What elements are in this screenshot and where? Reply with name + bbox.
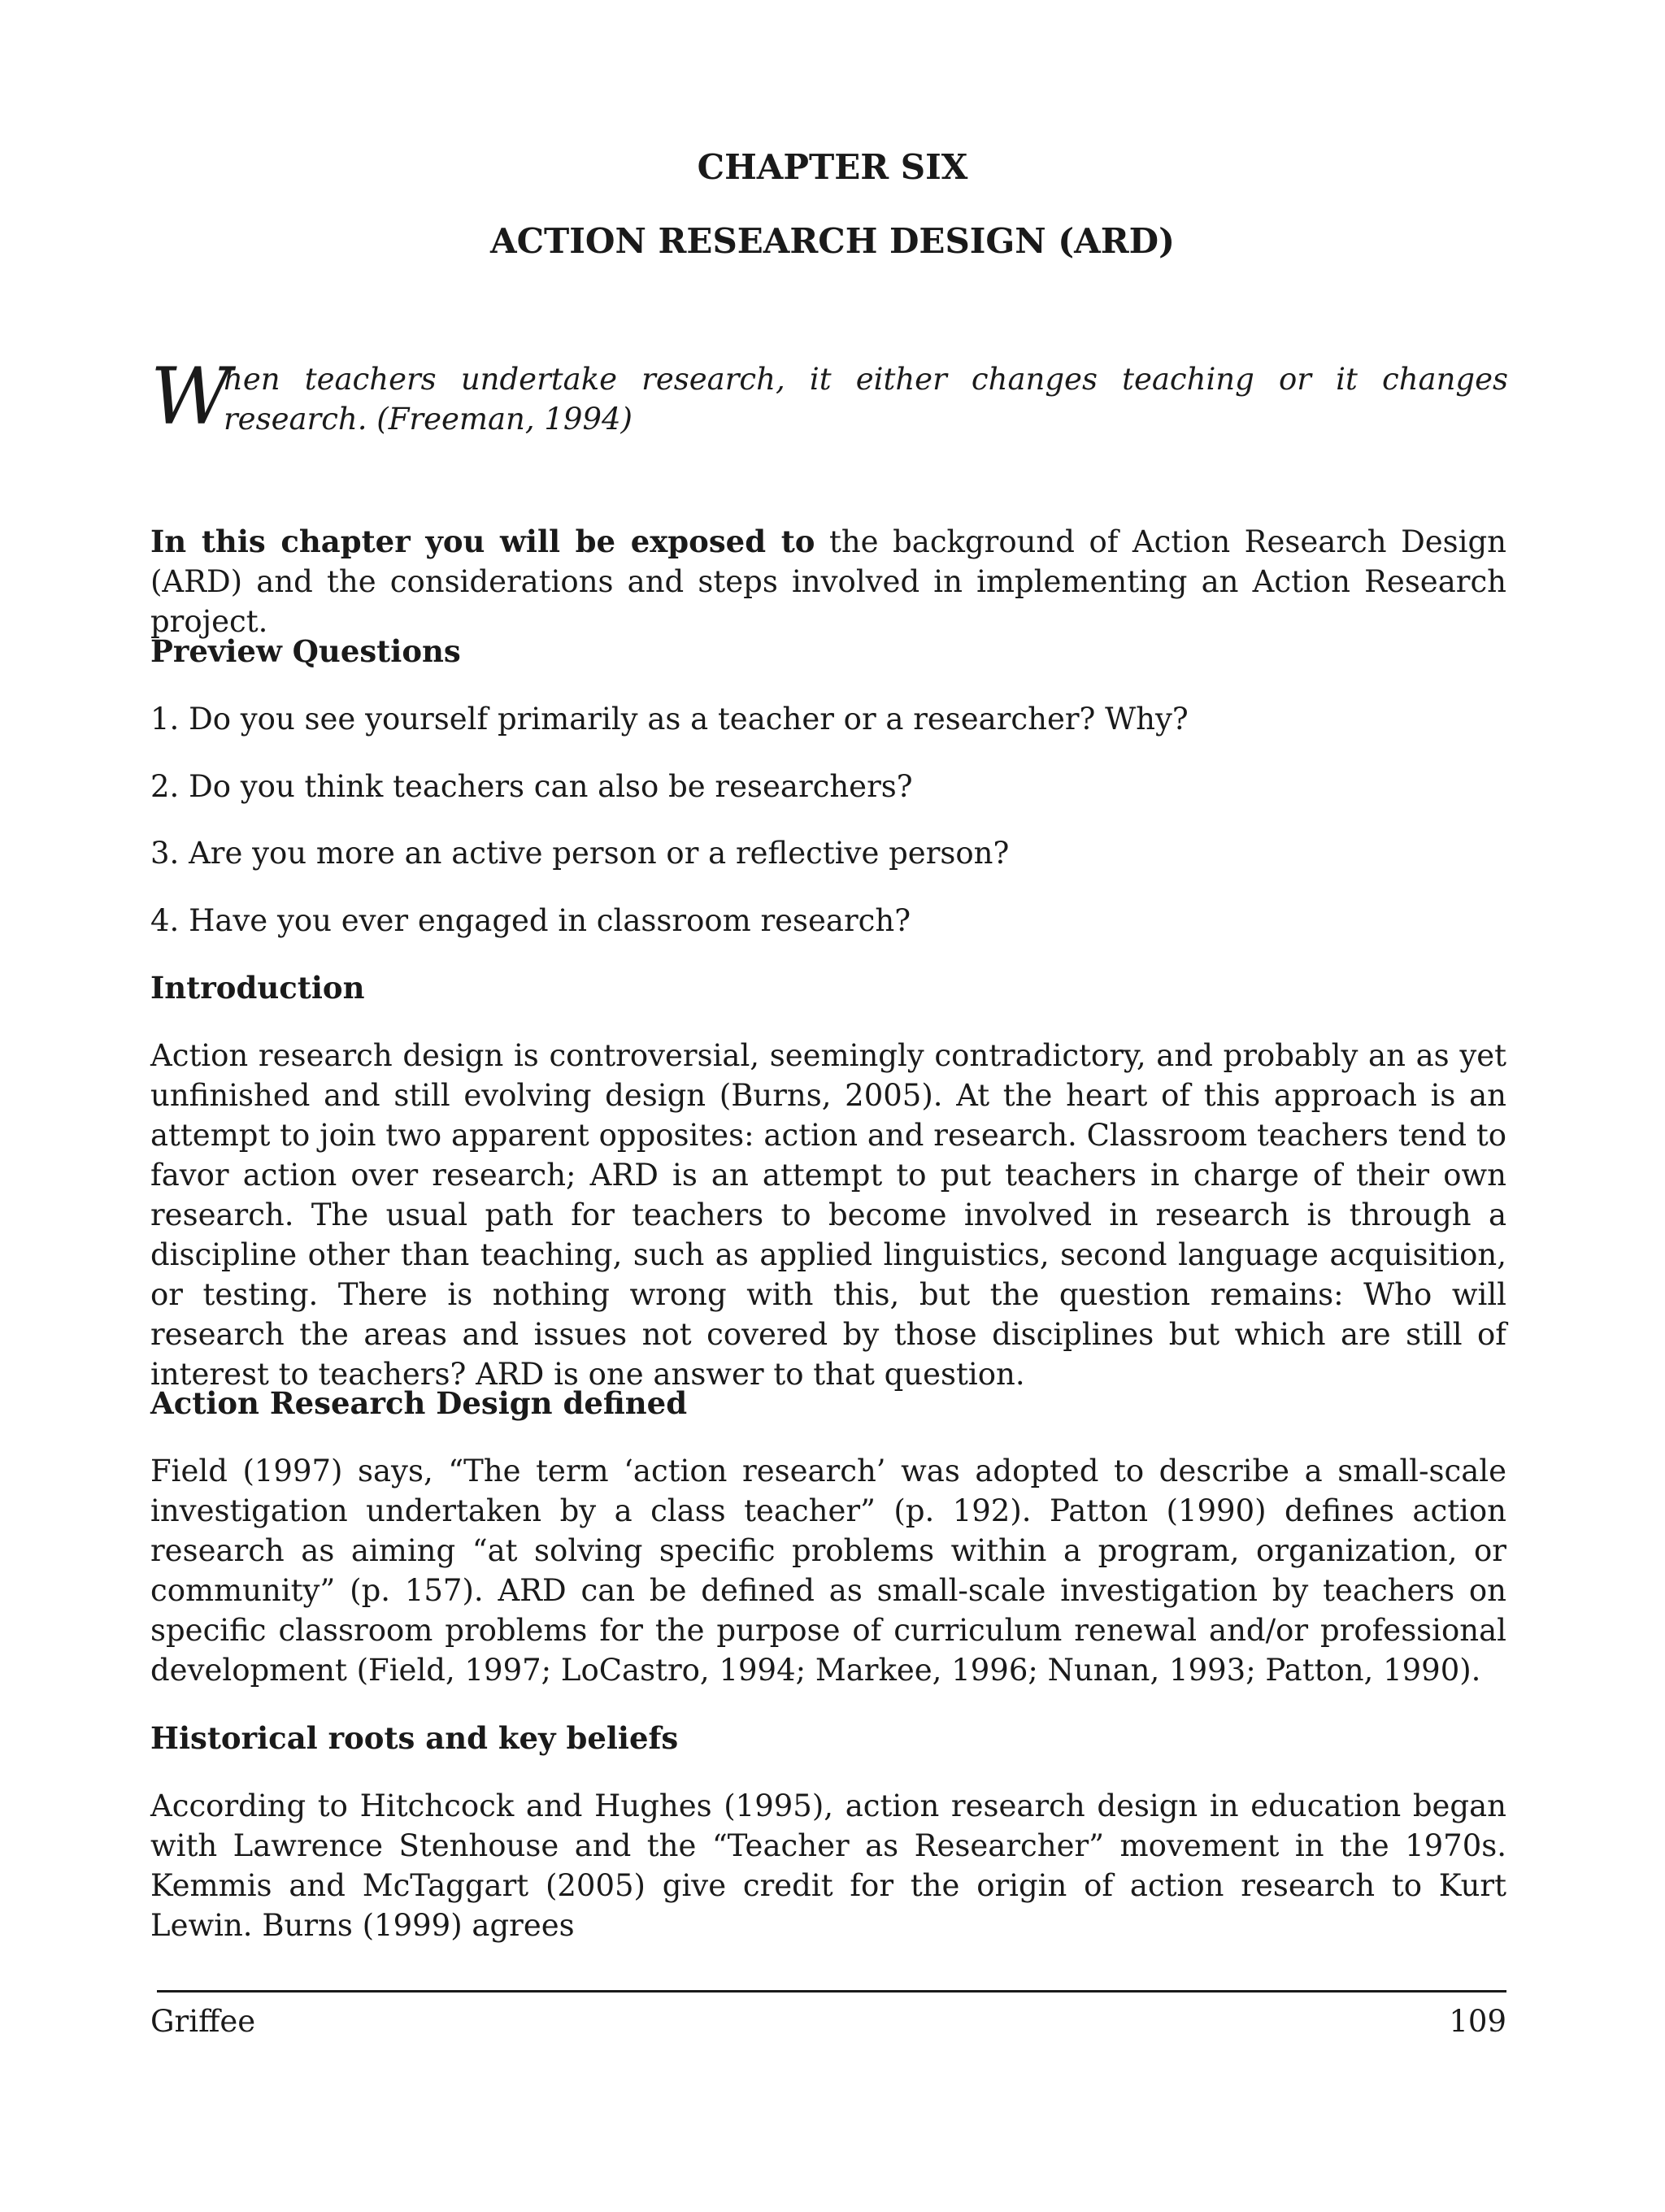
historical-heading: Historical roots and key beliefs [150,1720,679,1756]
chapter-overview [150,522,1506,641]
preview-question-2: 2. Do you think teachers can also be researchers? [150,769,913,804]
preview-question-4: 4. Have you ever engaged in classroom research? [150,903,911,938]
footer-divider [157,1990,1506,1993]
preview-questions-heading: Preview Questions [150,633,461,669]
page-number: 109 [1449,2004,1506,2039]
definition-paragraph: Field (1997) says, “The term ‘action research’ was adopted to describe a small-scale investigation undertaken by a class teacher” (p. 192). Patton (1990) defines action research as aiming “at solving specific problems within a program, organization, or community” (p. 157). ARD can be defined as small-scale investigation by teachers on specific classroom problems for the purpose of curriculum renewal and/or professional development (Field, 1997; LoCastro, 1994; Markee, 1996; Nunan, 1993; Patton, 1990). [150,1454,1506,1688]
chapter-overview-lead: In this chapter you will be exposed to [150,524,815,559]
historical-paragraph: According to Hitchcock and Hughes (1995), action research design in education began with Lawrence Stenhouse and the “Teacher as Researcher” movement in the 1970s. Kemmis and McTaggart (2005) give credit for the origin of action research to Kurt Lewin. Burns (1999) agrees [150,1788,1506,1943]
preview-question-1: 1. Do you see yourself primarily as a teacher or a researcher? Why? [150,702,1189,737]
introduction-heading: Introduction [150,970,365,1006]
introduction-paragraph: Action research design is controversial, seemingly contradictory, and probably an as yet unfinished and still evolving design (Burns, 2005). At the heart of this approach is an attempt to join two apparent opposites: action and research. Classroom teachers tend to favor action over research; ARD is an attempt to put teachers in charge of their own research. The usual path for teachers to become involved in research is through a discipline other than teaching, such as applied linguistics, second language acquisition, or testing. There is nothing wrong with this, but the question remains: Who will research the areas and issues not covered by those disciplines but which are still of interest to teachers? ARD is one answer to that question. [150,1038,1506,1392]
footer-author: Griffee [150,2004,256,2039]
chapter-overview-text: the background of Action Research Design (ARD) and the considerations and steps involved in implementing an Action Research project. [150,524,1506,639]
epigraph-text: hen teachers undertake research, it either changes teaching or it changes research. (Freeman, 1994) [224,362,1508,437]
epigraph [150,351,1508,445]
chapter-title: ACTION RESEARCH DESIGN (ARD) [490,221,1175,261]
preview-question-3: 3. Are you more an active person or a reflective person? [150,836,1010,871]
epigraph-dropcap: W [150,351,231,442]
chapter-label: CHAPTER SIX [697,147,968,187]
definition-heading: Action Research Design defined [150,1385,688,1421]
